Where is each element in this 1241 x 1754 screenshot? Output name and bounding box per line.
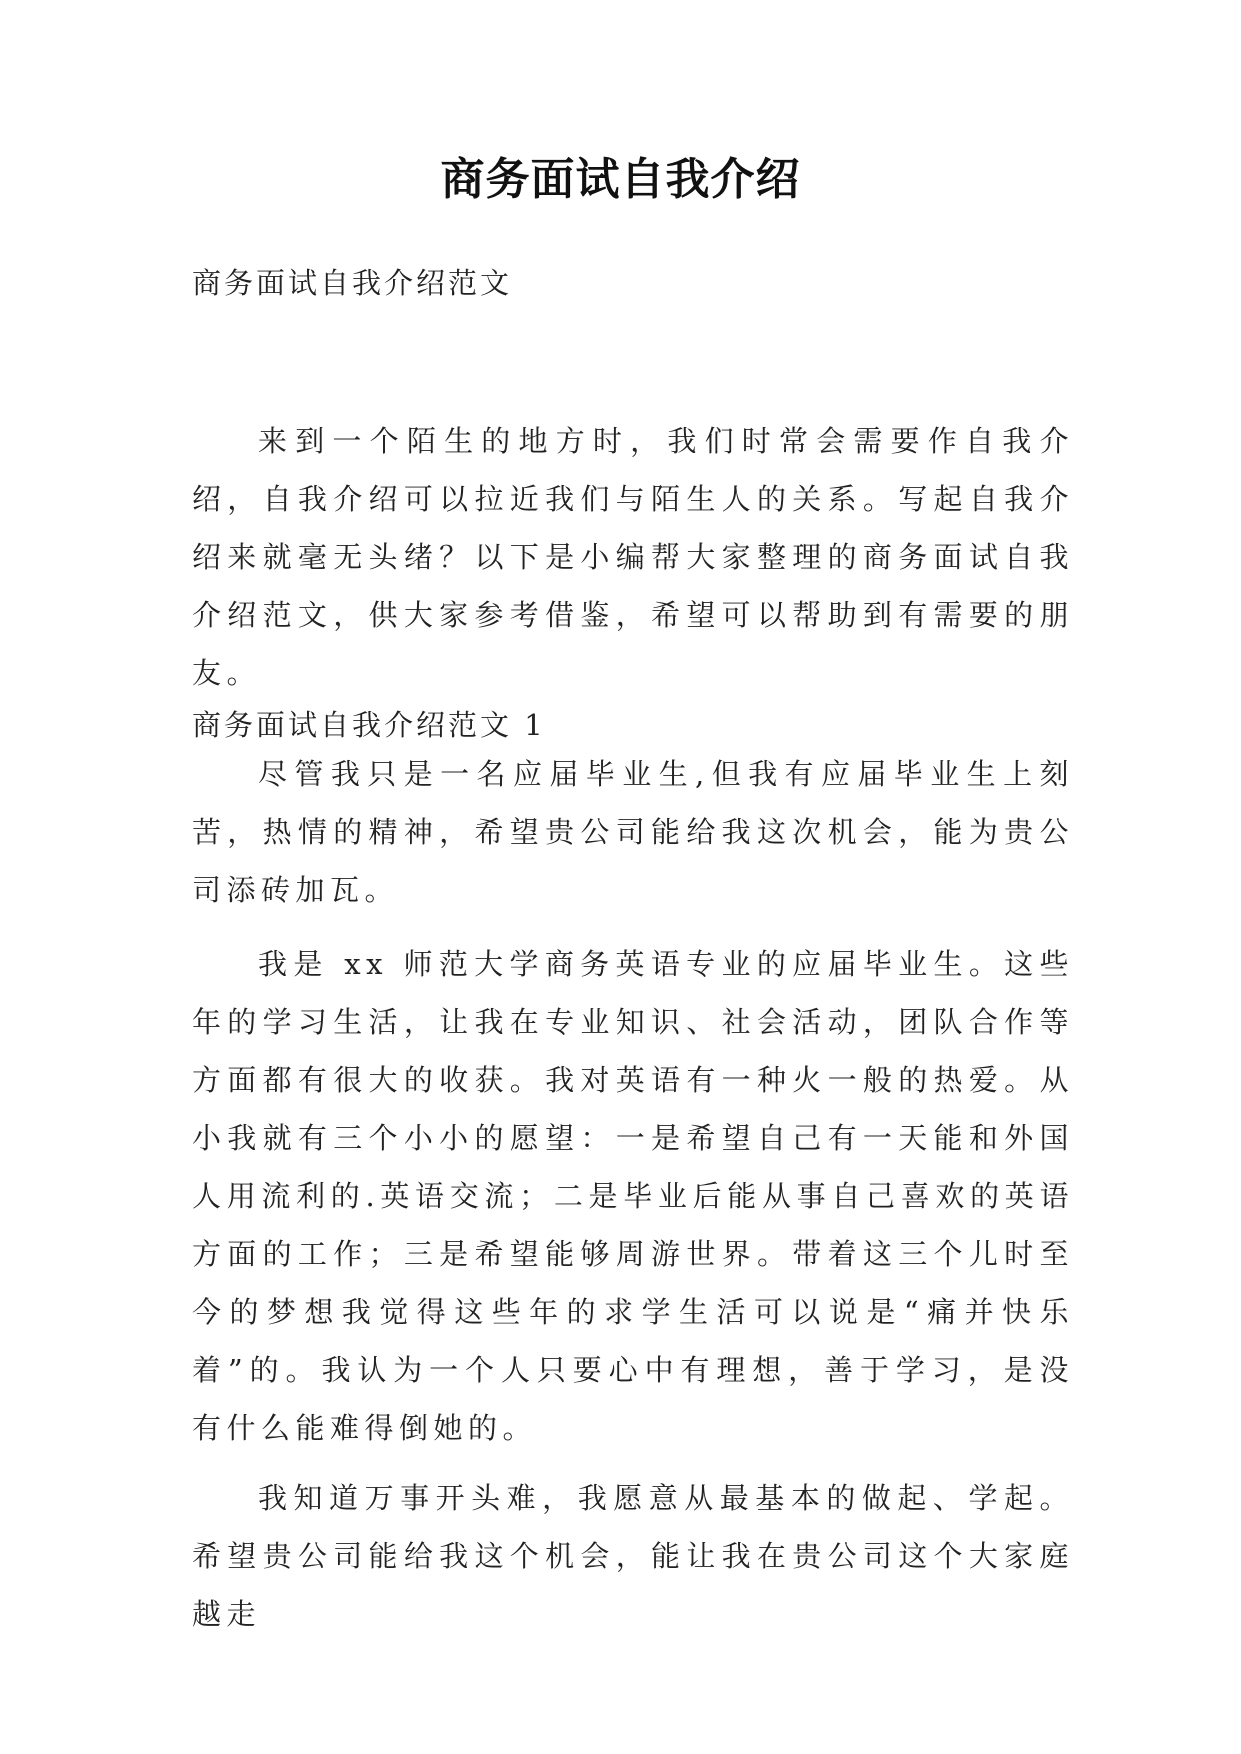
intro-paragraph: 来到一个陌生的地方时，我们时常会需要作自我介绍，自我介绍可以拉近我们与陌生人的关系。写起自我介绍来就毫无头绪？以下是小编帮大家整理的商务面试自我介绍范文，供大家参考借鉴，希望可以帮助到有需要的朋友。 <box>192 424 1074 690</box>
section-heading-sample-essays: 商务面试自我介绍范文 <box>192 266 513 300</box>
section-heading-sample-1: 商务面试自我介绍范文 1 <box>192 708 546 742</box>
body-paragraph-3: 我知道万事开头难，我愿意从最基本的做起、学起。希望贵公司能给我这个机会，能让我在贵公司这个大家庭越走 <box>192 1481 1074 1631</box>
body-paragraph-2: 我是 xx 师范大学商务英语专业的应届毕业生。这些年的学习生活，让我在专业知识、社会活动，团队合作等方面都有很大的收获。我对英语有一种火一般的热爱。从小我就有三个小小的愿望：一是希望自己有一天能和外国人用流利的.英语交流；二是毕业后能从事自己喜欢的英语方面的工作；三是希望能够周游世界。带着这三个儿时至今的梦想我觉得这些年的求学生活可以说是“痛并快乐着”的。我认为一个人只要心中有理想，善于学习，是没有什么能难得倒她的。 <box>192 947 1074 1445</box>
document-title: 商务面试自我介绍 <box>440 154 801 205</box>
body-paragraph-1: 尽管我只是一名应届毕业生,但我有应届毕业生上刻苦，热情的精神，希望贵公司能给我这次机会，能为贵公司添砖加瓦。 <box>192 757 1074 907</box>
